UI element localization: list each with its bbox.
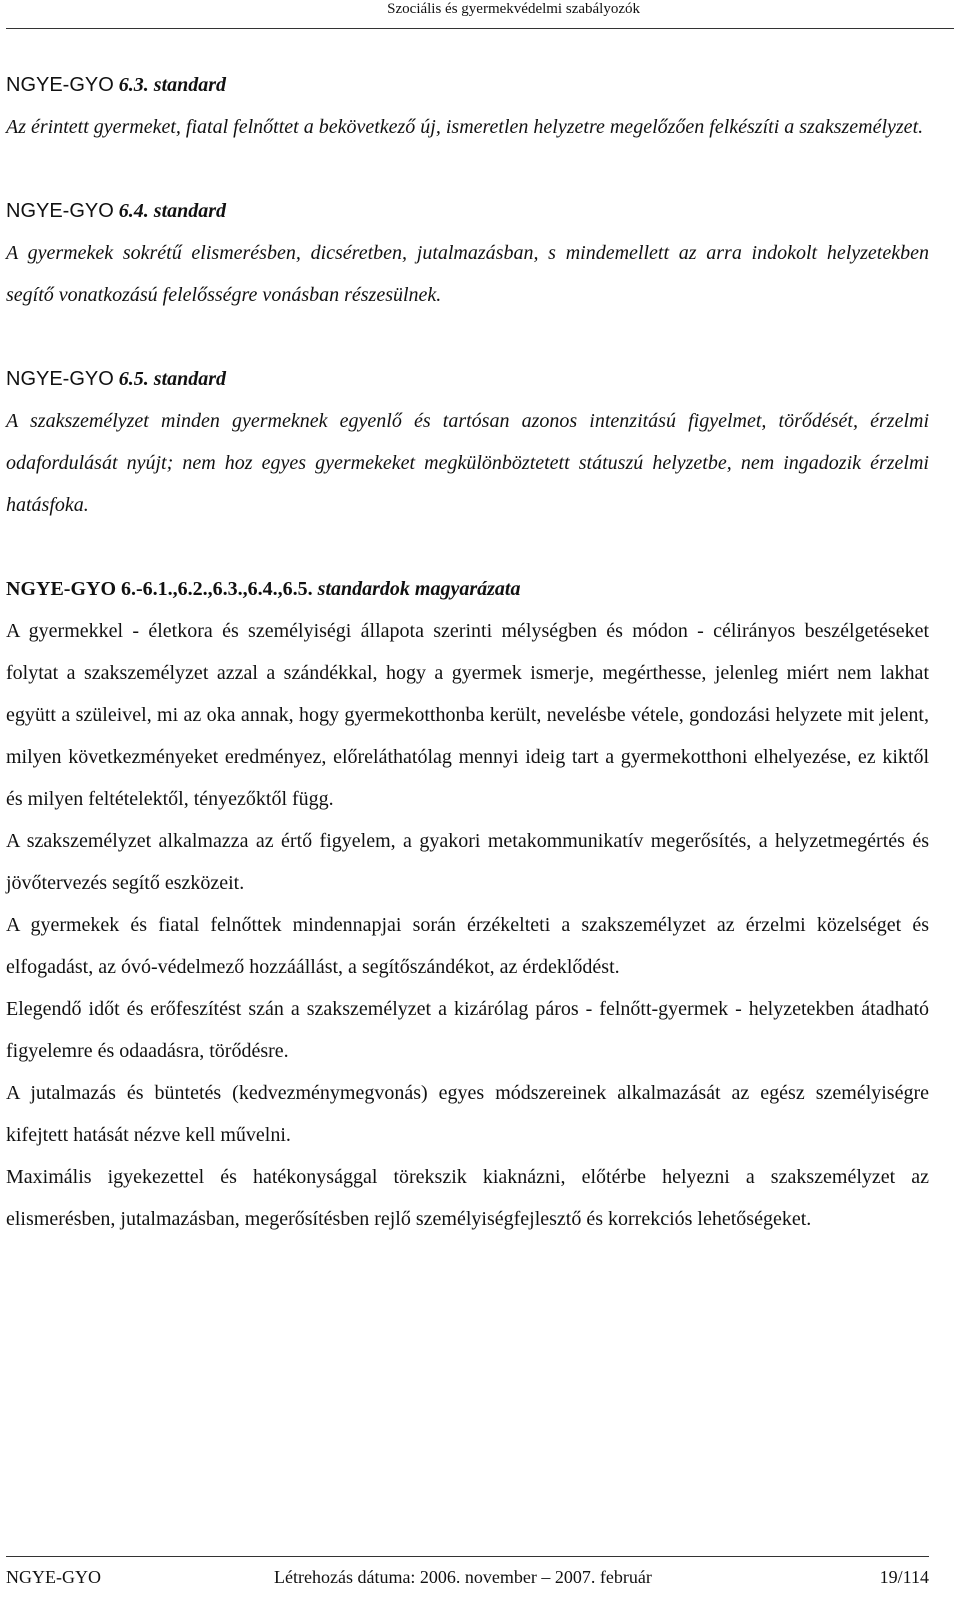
explanation-paragraph: Elegendő időt és erőfeszítést szán a szakszemélyzet a kizárólag páros - felnőtt-gyermek - helyzetekben átadható figyelemre és odaadásra, törődésre. — [6, 998, 929, 1062]
explanation-section — [6, 568, 929, 1240]
spacer — [6, 316, 929, 358]
standard-number: 6.3. standard — [113, 74, 227, 96]
standard-6-5 — [6, 358, 929, 526]
page-footer — [6, 1556, 929, 1597]
explanation-paragraph: A szakszemélyzet alkalmazza az értő figyelem, a gyakori metakommunikatív megerősítés, a helyzetmegértés és jövőtervezés segítő eszközeit. — [6, 830, 929, 894]
explanation-paragraph: A gyermekkel - életkora és személyiségi állapota szerinti mélységben és módon - célirányos beszélgetéseket folytat a szakszemélyzet azzal a szándékkal, hogy a gyermek ismerje, megérthesse, jelenleg miért nem lakhat együtt a szüleivel, mi az oka annak, hogy gyermekotthonba került, nevelésbe vétele, gondozási helyzete mit jelent, milyen következményeket eredményez, előreláthatólag mennyi ideig tart a gyermekotthoni elhelyezése, ez kiktől és milyen feltételektől, tényezőktől függ. — [6, 620, 929, 810]
spacer — [6, 526, 929, 568]
standard-code: NGYE-GYO — [6, 74, 114, 96]
standard-text: A szakszemélyzet minden gyermeknek egyenlő és tartósan azonos intenzitású figyelmet, törődését, érzelmi odafordulását nyújt; nem hoz egyes gyermekeket megkülönböztetett státuszú helyzetbe, nem ingadozik érzelmi hatásfoka. — [6, 410, 929, 516]
explanation-paragraph: A gyermekek és fiatal felnőttek mindennapjai során érzékelteti a szakszemélyzet az érzelmi közelséget és elfogadást, az óvó-védelmező hozzáállást, a segítőszándékot, az érdeklődést. — [6, 914, 929, 978]
standard-number: 6.5. standard — [113, 368, 227, 390]
footer-page-number: 19/114 — [879, 1567, 929, 1587]
standard-6-4 — [6, 190, 929, 316]
explanation-heading-rest: standardok magyarázata — [312, 578, 521, 600]
page-header — [6, 0, 954, 29]
standard-heading — [6, 64, 929, 106]
footer-date: Létrehozás dátuma: 2006. november – 2007. február — [274, 1567, 652, 1587]
explanation-heading — [6, 568, 929, 610]
standard-text: Az érintett gyermeket, fiatal felnőttet a bekövetkező új, ismeretlen helyzetre megelőzően felkészíti a szakszemélyzet. — [6, 116, 924, 138]
standard-code: NGYE-GYO — [6, 200, 114, 222]
standard-6-3 — [6, 64, 929, 148]
standard-code: NGYE-GYO — [6, 368, 114, 390]
explanation-heading-main: NGYE-GYO 6.-6.1.,6.2.,6.3.,6.4.,6.5. — [6, 578, 313, 600]
standard-heading — [6, 358, 929, 400]
footer-org: NGYE-GYO — [6, 1567, 101, 1587]
explanation-paragraph: A jutalmazás és büntetés (kedvezménymegvonás) egyes módszereinek alkalmazását az egész személyiségre kifejtett hatását nézve kell művelni. — [6, 1082, 929, 1146]
spacer — [6, 148, 929, 190]
header-title: Szociális és gyermekvédelmi szabályozók — [387, 1, 640, 17]
document-body — [6, 64, 929, 1240]
standard-number: 6.4. standard — [113, 200, 227, 222]
standard-heading — [6, 190, 929, 232]
standard-text: A gyermekek sokrétű elismerésben, dicséretben, jutalmazásban, s mindemellett az arra indokolt helyzetekben segítő vonatkozású felelősségre vonásban részesülnek. — [6, 242, 929, 306]
explanation-paragraph: Maximális igyekezettel és hatékonysággal törekszik kiaknázni, előtérbe helyezni a szakszemélyzet az elismerésben, jutalmazásban, megerősítésben rejlő személyiségfejlesztő és korrekciós lehetőségeket. — [6, 1166, 929, 1230]
